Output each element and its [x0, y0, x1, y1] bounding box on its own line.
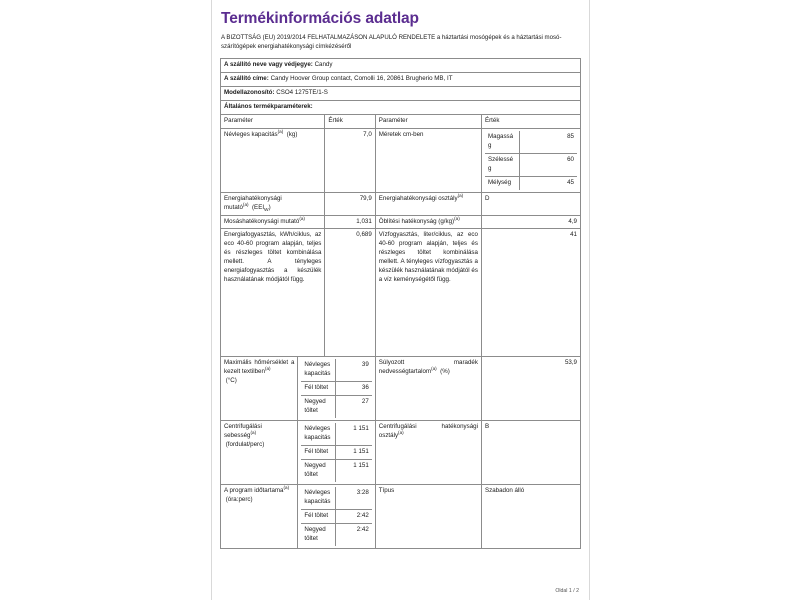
type-label: Típus — [375, 485, 481, 549]
dimensions-row-width — [485, 153, 577, 176]
dimensions-label: Méretek cm-ben — [375, 128, 481, 192]
table-header-row — [221, 114, 581, 128]
residual-moisture-label-text: Súlyozott maradék nedvességtartalom — [378, 359, 478, 376]
spin-speed-label-rated: Névleges kapacitás — [301, 423, 335, 445]
max-temperature-label — [221, 357, 298, 421]
section-heading-general-parameters: Általános termékparaméterek: — [221, 100, 581, 114]
dimension-label-width: Szélesség — [485, 153, 520, 176]
supplier-address-value: Candy Hoover Group contact, Comolli 16, 20861 Brugherio MB, IT — [270, 74, 453, 82]
program-duration-label — [221, 485, 298, 549]
spin-speed-value-rated: 1 151 — [336, 423, 372, 445]
spin-speed-subtable-cell — [298, 421, 375, 485]
program-duration-label-half: Fél töltet — [301, 510, 335, 524]
max-temp-value-half: 36 — [336, 382, 372, 396]
table-row-program-duration — [221, 485, 581, 549]
washing-efficiency-footnote-marker: (a) — [299, 215, 305, 221]
dimension-value-depth: 45 — [567, 178, 574, 186]
energy-class-label — [375, 192, 481, 215]
eei-unit — [252, 204, 271, 211]
table-row-eei — [221, 192, 581, 215]
spin-speed-row-quarter — [301, 460, 371, 482]
spin-class-footnote-marker: (a) — [398, 430, 404, 436]
rinsing-efficiency-footnote-marker: (a) — [454, 215, 460, 221]
supplier-address-label: A szállító címe: — [224, 74, 269, 82]
eei-label — [221, 192, 325, 215]
program-duration-subtable — [301, 487, 371, 546]
header-value-left: Érték — [325, 114, 375, 128]
max-temp-row-rated — [301, 359, 371, 381]
spin-speed-label — [221, 421, 298, 485]
rated-capacity-label — [221, 128, 325, 192]
spin-class-label-text: Centrifugálási hatékonysági osztály — [378, 423, 478, 440]
rinsing-efficiency-label — [375, 215, 481, 229]
dimensions-row-height — [485, 131, 577, 153]
program-duration-label-quarter: Negyed töltet — [301, 524, 335, 546]
program-duration-row-quarter — [301, 524, 371, 546]
eei-unit-base: (EEI — [252, 203, 265, 211]
table-row-supplier-name — [221, 58, 581, 72]
spin-speed-subtable — [301, 423, 371, 482]
program-duration-subtable-cell — [298, 485, 375, 549]
max-temperature-unit: (°C) — [225, 377, 237, 385]
eei-unit-close: ) — [268, 203, 271, 211]
washing-efficiency-label-text: Mosáshatékonysági mutató — [224, 217, 300, 225]
energy-class-value: D — [481, 192, 580, 215]
spin-speed-label-text: Centrifugálási sebesség — [224, 423, 262, 440]
max-temp-label-quarter: Negyed töltet — [301, 396, 335, 418]
max-temp-label-half: Fél töltet — [301, 382, 335, 396]
dimensions-subtable-cell — [481, 128, 580, 192]
rated-capacity-label-text: Névleges kapacitás — [224, 130, 278, 138]
residual-moisture-unit: (%) — [440, 368, 450, 376]
rated-capacity-footnote-marker: (a) — [277, 128, 284, 134]
program-duration-unit: (óra:perc) — [225, 496, 253, 504]
table-row-supplier-address — [221, 72, 581, 86]
max-temp-label-rated: Névleges kapacitás — [301, 359, 335, 381]
table-row-washing-efficiency — [221, 215, 581, 229]
residual-moisture-label — [375, 357, 481, 421]
max-temperature-subtable-cell — [298, 357, 375, 421]
table-row-rated-capacity — [221, 128, 581, 192]
spin-speed-unit: (fordulat/perc) — [225, 441, 265, 449]
supplier-address-cell — [221, 72, 581, 86]
document-sheet — [211, 0, 590, 600]
dimension-value-height: 85 — [520, 131, 577, 153]
program-duration-row-half — [301, 510, 371, 524]
energy-class-label-text: Energiahatékonysági osztály — [378, 194, 458, 202]
max-temp-value-quarter: 27 — [361, 398, 369, 406]
supplier-name-cell — [221, 58, 581, 72]
dimensions-row-depth — [485, 176, 577, 189]
max-temperature-subtable — [301, 359, 371, 418]
page-footer: Oldal 1 / 2 — [555, 588, 579, 594]
spin-speed-label-quarter: Negyed töltet — [301, 460, 335, 482]
rated-capacity-value: 7,0 — [325, 128, 375, 192]
spin-speed-row-half — [301, 446, 371, 460]
model-id-label: Modellazonosító: — [224, 88, 275, 96]
rinsing-efficiency-value: 4,9 — [481, 215, 580, 229]
eei-footnote-marker: (a) — [242, 201, 249, 207]
spin-speed-value-quarter: 1 151 — [353, 462, 369, 470]
dimension-label-height: Magasság — [485, 131, 520, 153]
header-value-right: Érték — [481, 114, 580, 128]
program-duration-value-rated: 3:28 — [336, 487, 372, 509]
datasheet-table — [220, 58, 581, 550]
max-temp-row-quarter — [301, 396, 371, 418]
eei-unit-subscript: W — [264, 207, 269, 213]
spin-class-label — [375, 421, 481, 485]
header-parameter-left: Paraméter — [221, 114, 325, 128]
supplier-name-label: A szállító neve vagy védjegye: — [224, 60, 313, 68]
energy-class-footnote-marker: (a) — [457, 192, 464, 198]
program-duration-label-rated: Névleges kapacitás — [301, 487, 335, 509]
program-duration-label-text: A program időtartama — [224, 487, 284, 495]
type-value: Szabadon álló — [481, 485, 580, 549]
page-title: Termékinformációs adatlap — [221, 10, 419, 27]
dimension-label-depth: Mélység — [485, 176, 520, 189]
program-duration-value-quarter: 2:42 — [356, 526, 369, 534]
table-row-max-temperature — [221, 357, 581, 421]
program-duration-footnote-marker: (a) — [283, 485, 290, 491]
spin-speed-value-half: 1 151 — [336, 446, 372, 460]
eei-label-text: Energiahatékonysági mutató — [224, 194, 282, 211]
dimensions-subtable — [485, 131, 577, 190]
water-consumption-label: Vízfogyasztás, liter/ciklus, az eco 40-60 program alapján, teljes és részleges töltet kombinálása mellett. A tényleges vízfogyasztás a készülék használatának módjától és a víz keménységétől függ. — [375, 229, 481, 357]
table-row-consumption — [221, 229, 581, 357]
program-duration-value-half: 2:42 — [336, 510, 372, 524]
eei-value: 79,9 — [325, 192, 375, 215]
energy-consumption-label: Energiafogyasztás, kWh/ciklus, az eco 40-60 program alapján, teljes és részleges töltet kombinálása mellett. A tényleges energiafogyasztás a készülék használatának módjától függ. — [221, 229, 325, 357]
dimension-value-width: 60 — [520, 153, 577, 176]
spin-speed-label-half: Fél töltet — [301, 446, 335, 460]
max-temperature-footnote-marker: (a) — [264, 366, 271, 372]
spin-speed-footnote-marker: (a) — [250, 430, 257, 436]
program-duration-row-rated — [301, 487, 371, 509]
washing-efficiency-value: 1,031 — [325, 215, 375, 229]
spin-class-value: B — [481, 421, 580, 485]
spin-speed-row-rated — [301, 423, 371, 445]
max-temp-row-half — [301, 382, 371, 396]
table-row-section-heading — [221, 100, 581, 114]
residual-moisture-value: 53,9 — [481, 357, 580, 421]
table-row-model-id — [221, 86, 581, 100]
model-id-value: CSO4 1275TE/1-S — [276, 88, 328, 96]
washing-efficiency-label — [221, 215, 325, 229]
water-consumption-value: 41 — [481, 229, 580, 357]
supplier-name-value: Candy — [314, 60, 333, 68]
residual-moisture-footnote-marker: (a) — [431, 366, 437, 372]
max-temp-value-rated: 39 — [336, 359, 372, 381]
regulation-reference: A BIZOTTSÁG (EU) 2019/2014 FELHATALMAZÁSON ALAPULÓ RENDELETE a háztartási mosógépek és a háztartási mosó-szárítógépek energiahatékonysági címkézéséről — [221, 33, 562, 51]
model-id-cell — [221, 86, 581, 100]
rinsing-efficiency-label-text: Öblítési hatékonyság (g/kg) — [378, 217, 455, 225]
table-row-spin-speed — [221, 421, 581, 485]
header-parameter-right: Paraméter — [375, 114, 481, 128]
max-temperature-label-text: Maximális hőmérséklet a kezelt textilben — [224, 359, 295, 376]
rated-capacity-unit: (kg) — [286, 130, 298, 138]
energy-consumption-value: 0,689 — [325, 229, 375, 357]
